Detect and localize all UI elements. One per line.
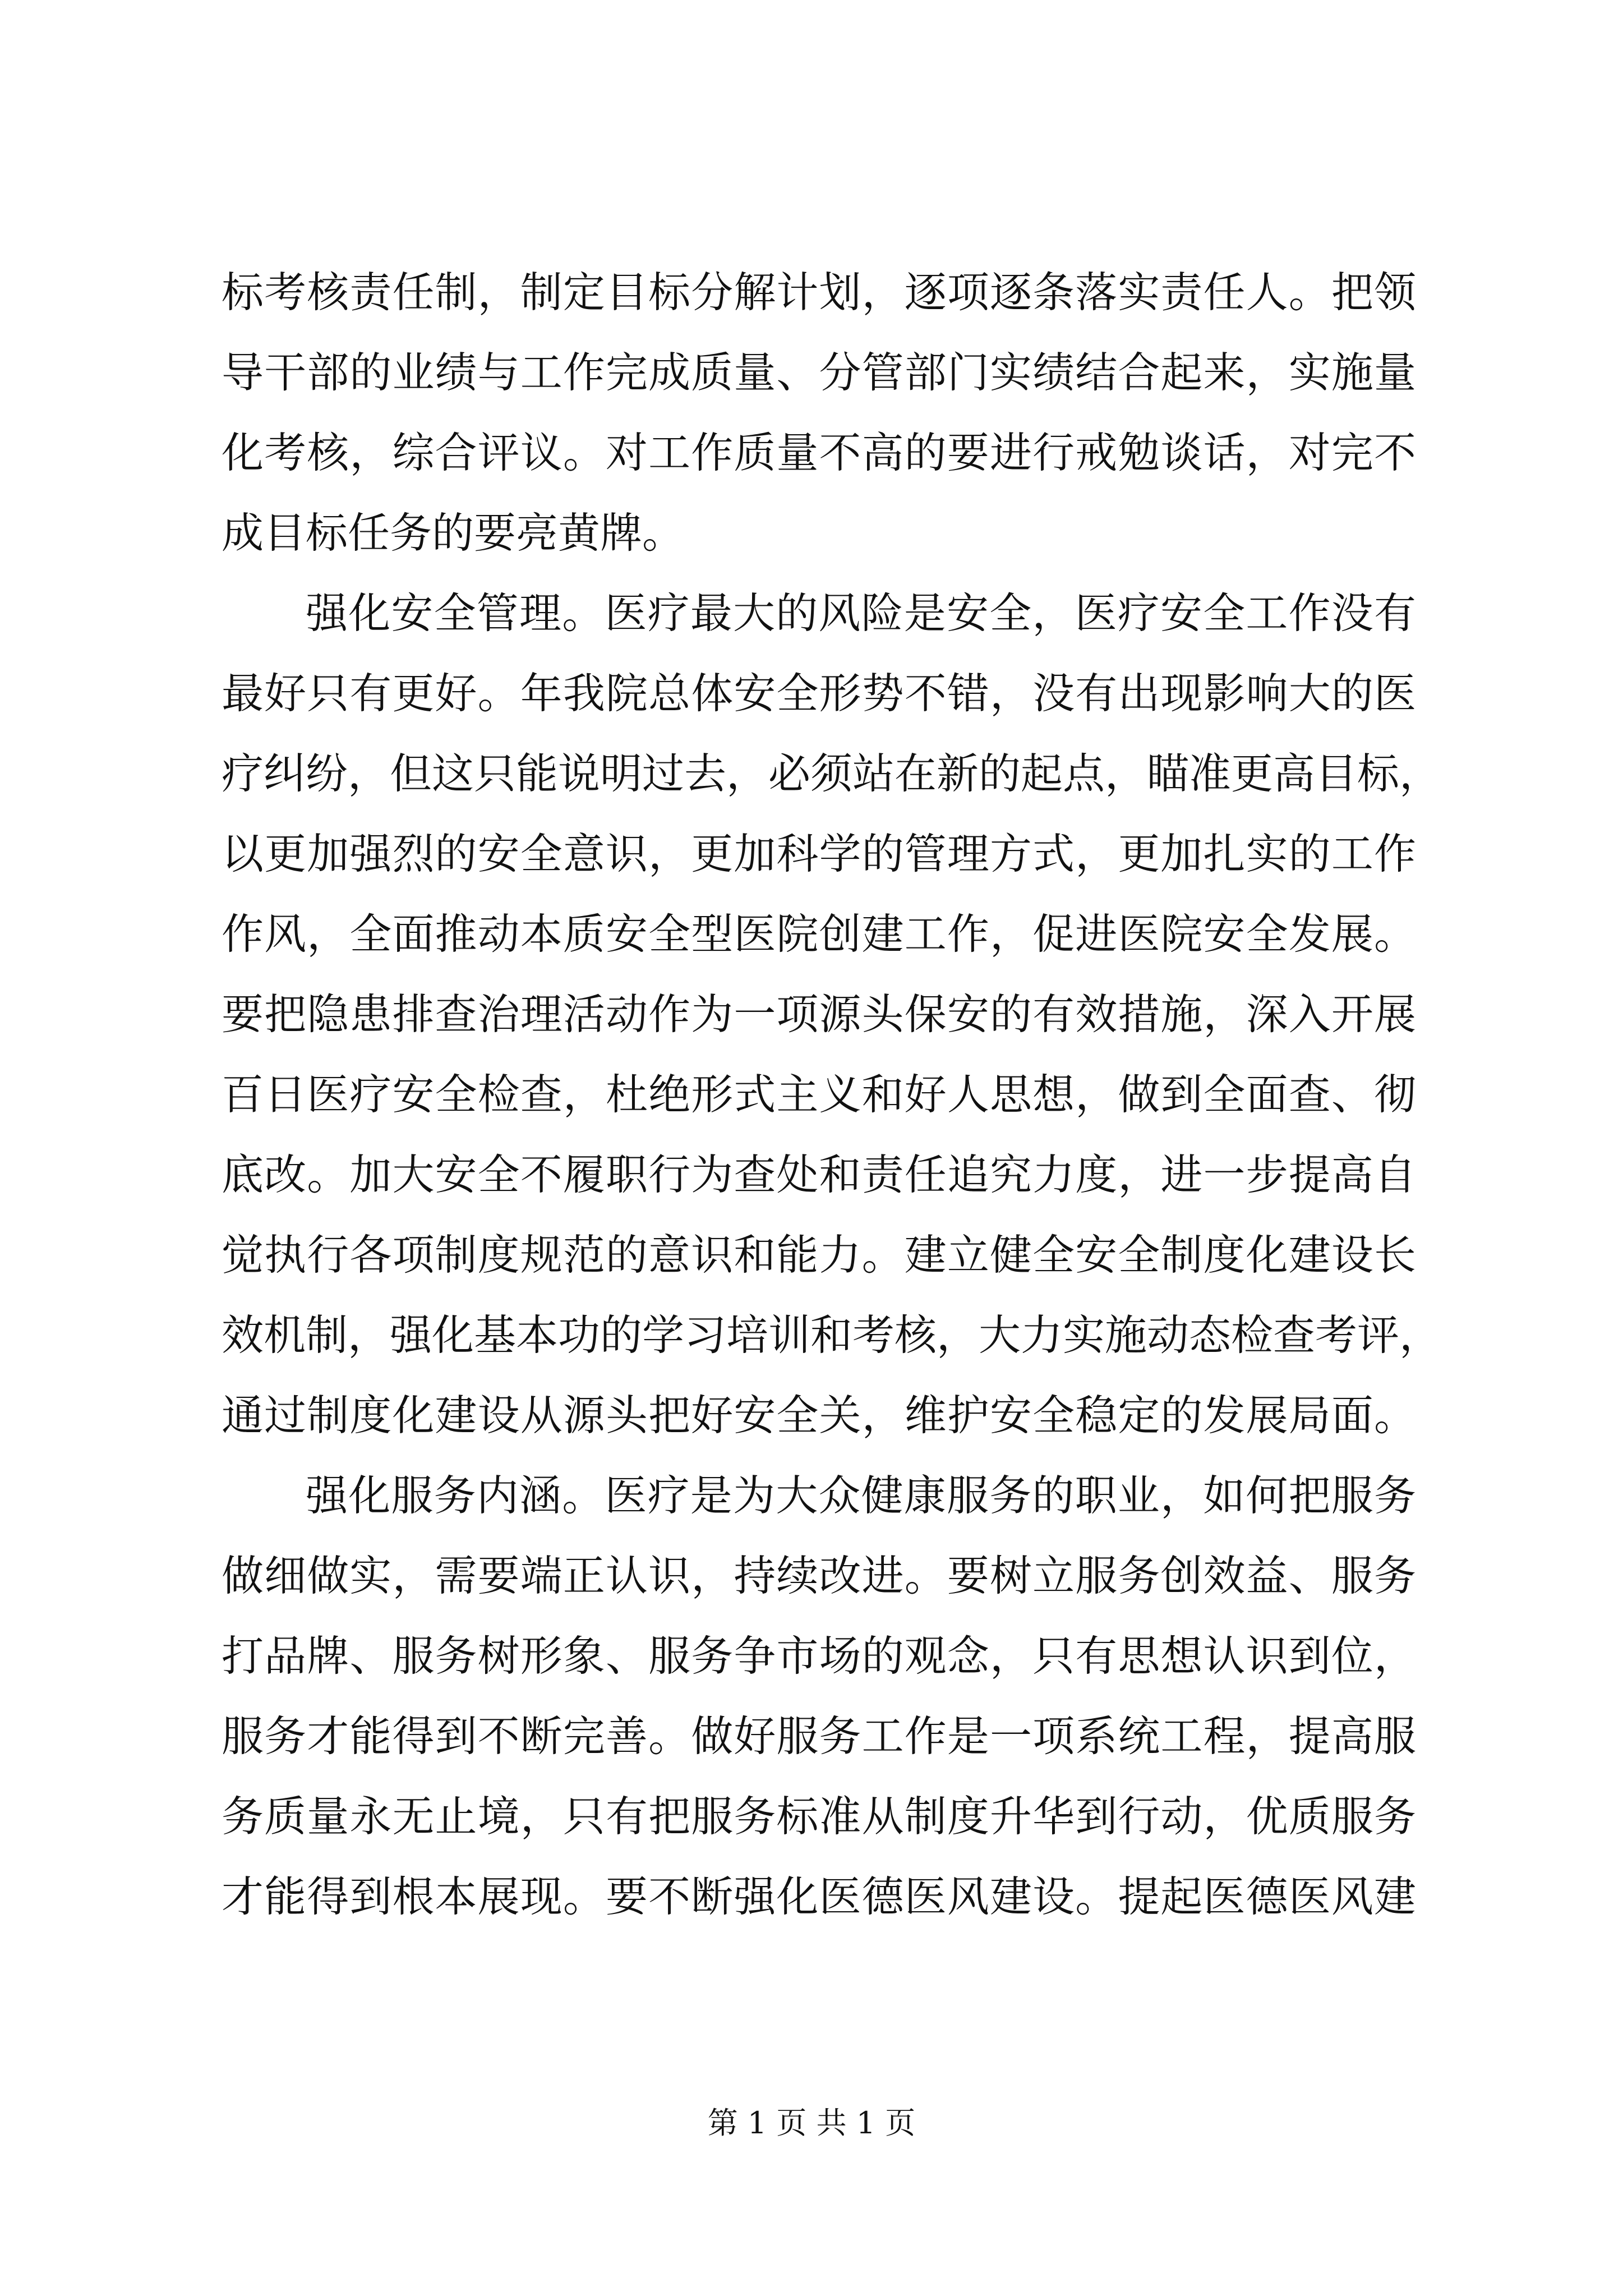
text-line: 疗纠纷，但这只能说明过去，必须站在新的起点，瞄准更高目标， [222, 749, 1442, 798]
body-text [222, 252, 1442, 1937]
text-line: 化考核，综合评议。对工作质量不高的要进行戒勉谈话，对完不 [222, 428, 1416, 477]
text-line: 底改。加大安全不履职行为查处和责任追究力度，进一步提高自 [222, 1150, 1416, 1199]
text-line: 导干部的业绩与工作完成质量、分管部门实绩结合起来，实施量 [222, 348, 1416, 397]
text-line: 以更加强烈的安全意识，更加科学的管理方式，更加扎实的工作 [222, 829, 1416, 878]
text-line: 做细做实，需要端正认识，持续改进。要树立服务创效益、服务 [222, 1551, 1416, 1600]
text-line: 要把隐患排查治理活动作为一项源头保安的有效措施，深入开展 [222, 990, 1416, 1039]
text-line: 最好只有更好。年我院总体安全形势不错，没有出现影响大的医 [222, 669, 1416, 718]
text-line: 觉执行各项制度规范的意识和能力。建立健全安全制度化建设长 [222, 1230, 1416, 1280]
text-line: 务质量永无止境，只有把服务标准从制度升华到行动，优质服务 [222, 1792, 1416, 1841]
paragraph-start-line: 强化安全管理。医疗最大的风险是安全，医疗安全工作没有 [306, 588, 1416, 638]
text-line: 效机制，强化基本功的学习培训和考核，大力实施动态检查考评， [222, 1310, 1442, 1360]
text-line: 百日医疗安全检查，杜绝形式主义和好人思想，做到全面查、彻 [222, 1070, 1416, 1119]
text-line: 打品牌、服务树形象、服务争市场的观念，只有思想认识到位， [222, 1631, 1416, 1681]
page-number-footer: 第 1 页 共 1 页 [707, 2105, 916, 2141]
text-line: 成目标任务的要亮黄牌。 [222, 508, 685, 558]
text-line: 通过制度化建设从源头把好安全关，维护安全稳定的发展局面。 [222, 1391, 1416, 1440]
text-line: 作风，全面推动本质安全型医院创建工作，促进医院安全发展。 [222, 909, 1416, 959]
paragraph-start-line: 强化服务内涵。医疗是为大众健康服务的职业，如何把服务 [306, 1471, 1416, 1520]
text-line: 才能得到根本展现。要不断强化医德医风建设。提起医德医风建 [222, 1872, 1416, 1921]
text-line: 服务才能得到不断完善。做好服务工作是一项系统工程，提高服 [222, 1711, 1416, 1761]
text-line: 标考核责任制，制定目标分解计划，逐项逐条落实责任人。把领 [222, 268, 1416, 317]
